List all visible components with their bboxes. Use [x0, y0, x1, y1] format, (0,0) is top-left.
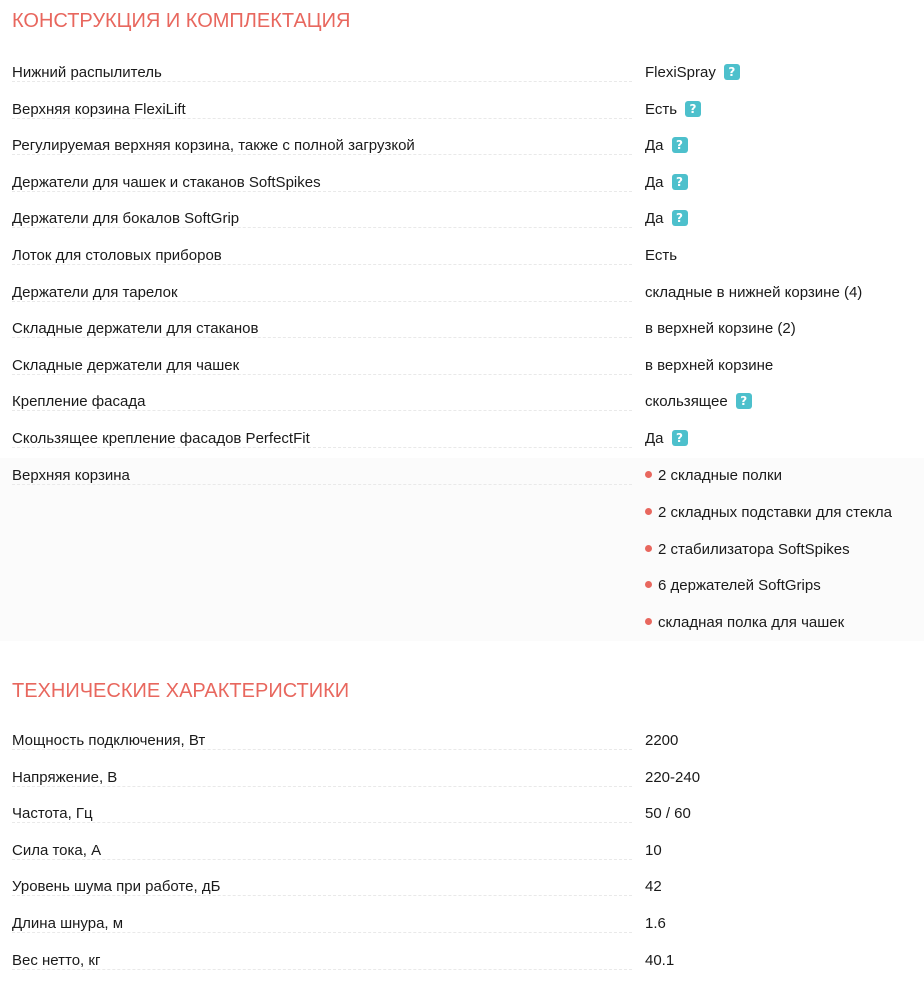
- bullet-icon: [645, 471, 652, 478]
- bullet-icon: [645, 545, 652, 552]
- upper-basket-list: [645, 466, 892, 650]
- spec-value: Да: [645, 429, 664, 447]
- spec-value: 10: [645, 841, 662, 859]
- help-icon[interactable]: ?: [672, 174, 688, 190]
- spec-row: [0, 422, 924, 459]
- spec-row: [0, 276, 924, 313]
- spec-row: [0, 761, 924, 798]
- list-item: [645, 576, 892, 613]
- help-icon[interactable]: ?: [672, 210, 688, 226]
- spec-value: 40.1: [645, 951, 675, 969]
- bullet-icon: [645, 618, 652, 625]
- spec-row: [0, 907, 924, 944]
- spec-value: Да: [645, 210, 664, 228]
- list-item-text: складная полка для чашек: [658, 614, 845, 632]
- spec-label: Мощность подключения, Вт: [12, 732, 217, 749]
- list-item: [645, 540, 892, 577]
- spec-row: [0, 724, 924, 761]
- help-icon[interactable]: ?: [685, 101, 701, 117]
- spec-label: Верхняя корзина: [12, 467, 142, 484]
- spec-label: Нижний распылитель: [12, 64, 174, 81]
- spec-row: [0, 56, 924, 93]
- spec-value: 50 / 60: [645, 805, 691, 823]
- list-item-text: 2 складных подставки для стекла: [658, 503, 892, 521]
- spec-label: Скользящее крепление фасадов PerfectFit: [12, 430, 322, 447]
- spec-value: 1.6: [645, 914, 666, 932]
- spec-value: складные в нижней корзине (4): [645, 283, 863, 301]
- bullet-icon: [645, 581, 652, 588]
- spec-value: Да: [645, 137, 664, 155]
- spec-row: [0, 797, 924, 834]
- spec-value: в верхней корзине (2): [645, 320, 796, 338]
- construction-spec-table: [0, 56, 924, 459]
- spec-label: Длина шнура, м: [12, 915, 135, 932]
- list-item: [645, 466, 892, 503]
- list-item-text: 2 стабилизатора SoftSpikes: [658, 540, 850, 558]
- spec-row: [0, 239, 924, 276]
- spec-row: [0, 93, 924, 130]
- upper-basket-row: [0, 458, 924, 641]
- spec-label: Держатели для бокалов SoftGrip: [12, 210, 251, 227]
- help-icon[interactable]: ?: [672, 137, 688, 153]
- spec-label: Регулируемая верхняя корзина, также с полной загрузкой: [12, 137, 427, 154]
- technical-spec-table: [0, 724, 924, 980]
- spec-value: скользящее: [645, 393, 728, 411]
- spec-label: Складные держатели для чашек: [12, 357, 251, 374]
- help-icon[interactable]: ?: [672, 430, 688, 446]
- spec-value: 220-240: [645, 768, 701, 786]
- spec-value: Есть: [645, 100, 678, 118]
- spec-row: [0, 834, 924, 871]
- help-icon[interactable]: ?: [724, 64, 740, 80]
- spec-value: Есть: [645, 246, 678, 264]
- spec-row: [0, 870, 924, 907]
- list-item: [645, 613, 892, 650]
- spec-label: Складные держатели для стаканов: [12, 320, 270, 337]
- spec-label: Частота, Гц: [12, 805, 105, 822]
- spec-value: в верхней корзине: [645, 356, 774, 374]
- spec-value: 42: [645, 878, 662, 896]
- spec-value: FlexiSpray: [645, 64, 716, 81]
- spec-row: [0, 349, 924, 386]
- spec-label: Верхняя корзина FlexiLift: [12, 101, 198, 118]
- spec-row: [0, 166, 924, 203]
- spec-row: [0, 312, 924, 349]
- spec-label: Крепление фасада: [12, 393, 157, 410]
- spec-label: Держатели для чашек и стаканов SoftSpikes: [12, 174, 333, 191]
- spec-row: [0, 385, 924, 422]
- list-item: [645, 503, 892, 540]
- section-title-construction: КОНСТРУКЦИЯ И КОМПЛЕКТАЦИЯ: [12, 10, 351, 32]
- spec-label: Уровень шума при работе, дБ: [12, 878, 232, 895]
- list-item-text: 6 держателей SoftGrips: [658, 577, 821, 595]
- spec-label: Лоток для столовых приборов: [12, 247, 234, 264]
- spec-value: 2200: [645, 732, 679, 749]
- spec-row: [0, 202, 924, 239]
- spec-label: Вес нетто, кг: [12, 952, 112, 969]
- spec-label: Напряжение, В: [12, 769, 129, 786]
- bullet-icon: [645, 508, 652, 515]
- spec-label: Сила тока, А: [12, 842, 113, 859]
- spec-label: Держатели для тарелок: [12, 284, 190, 301]
- spec-value: Да: [645, 173, 664, 191]
- list-item-text: 2 складные полки: [658, 467, 782, 484]
- spec-row: [0, 944, 924, 981]
- section-title-technical: ТЕХНИЧЕСКИЕ ХАРАКТЕРИСТИКИ: [12, 680, 350, 702]
- help-icon[interactable]: ?: [736, 393, 752, 409]
- spec-row: [0, 129, 924, 166]
